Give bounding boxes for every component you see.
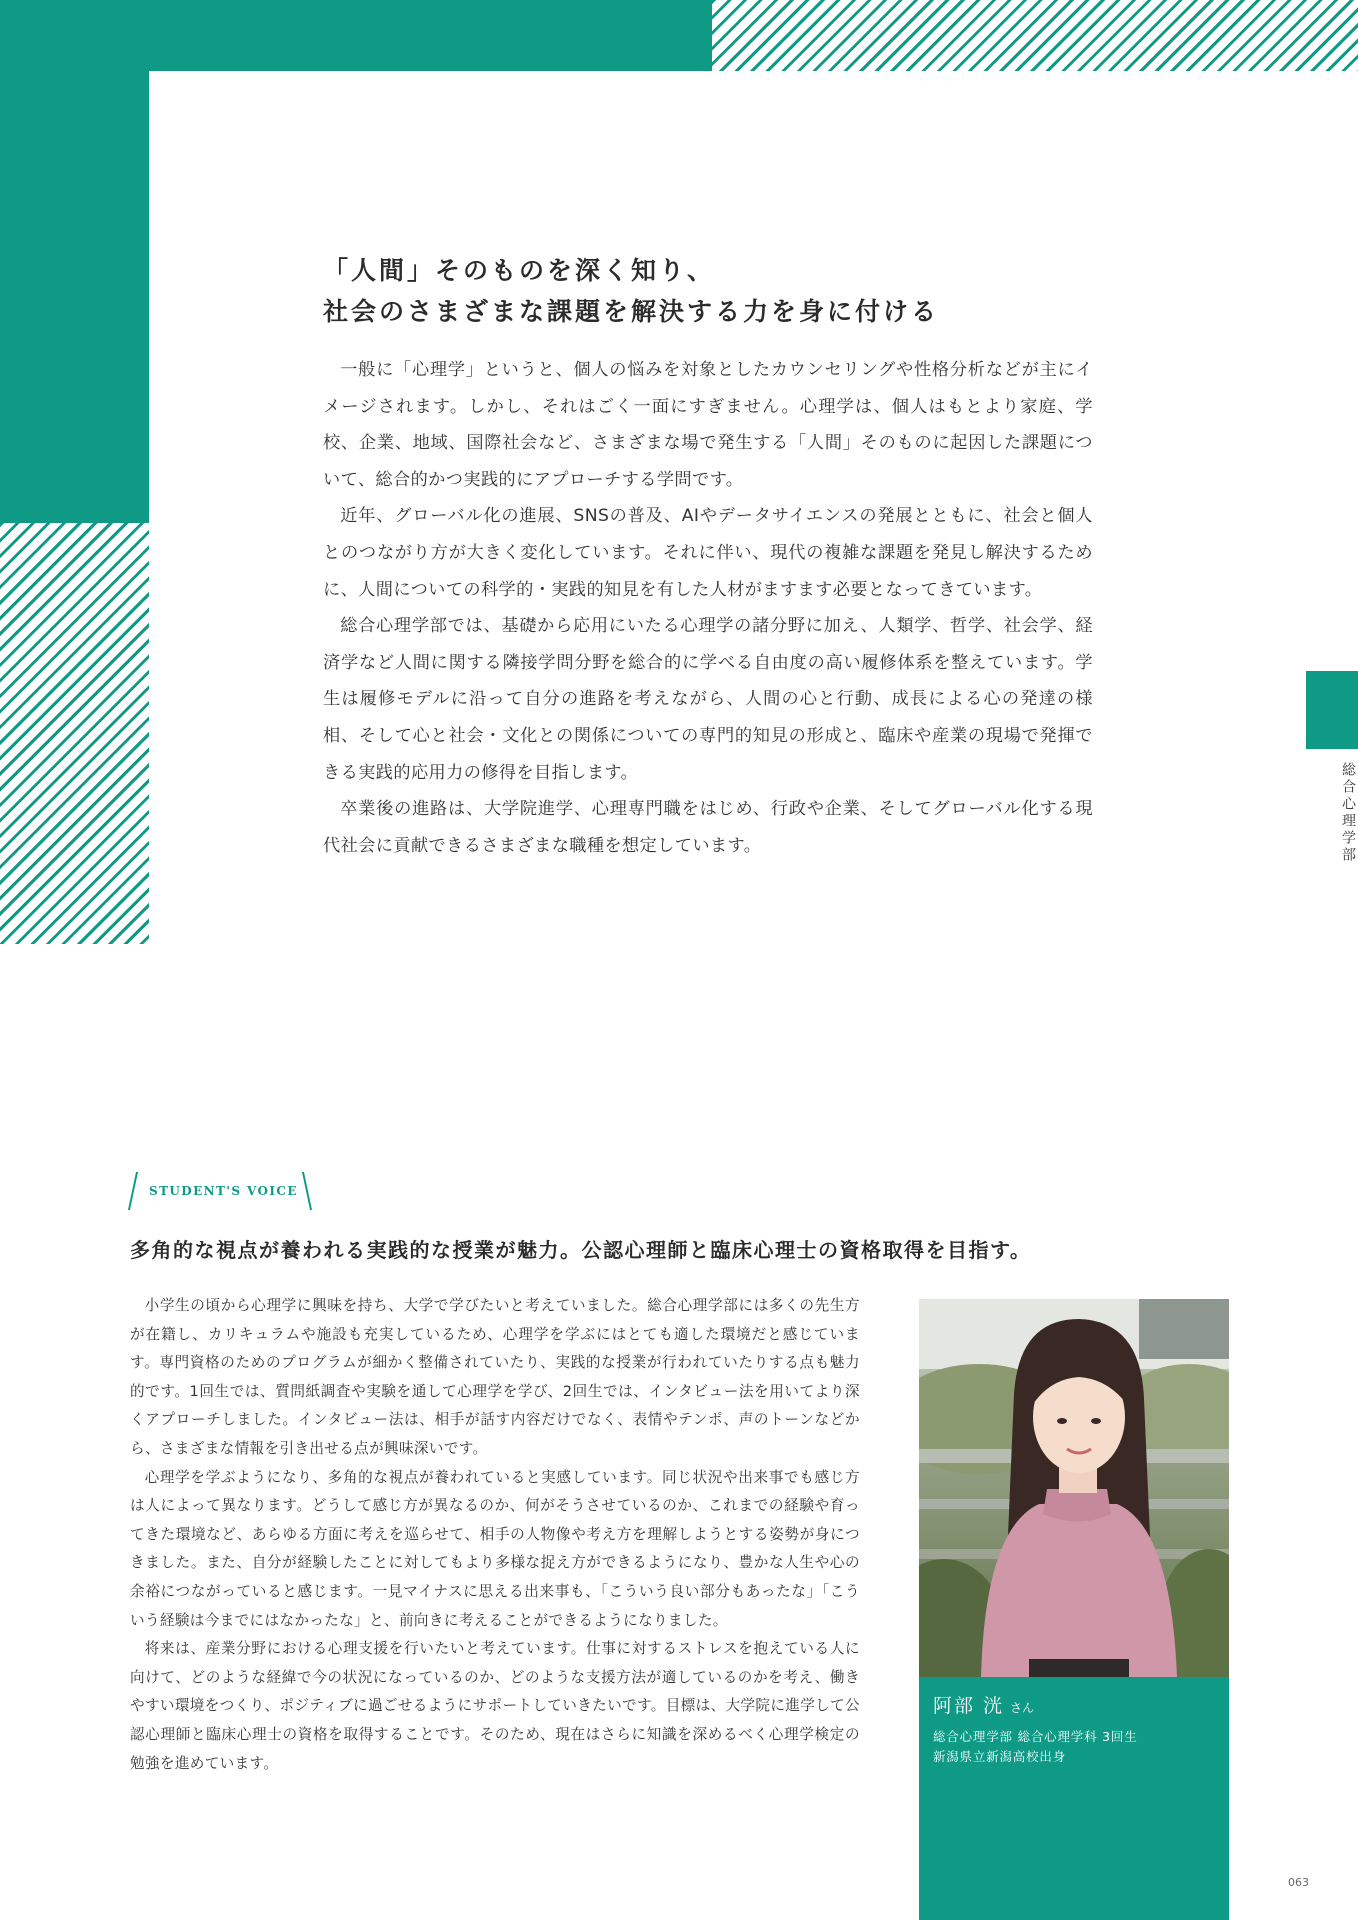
intro-heading-line1: 「人間」そのものを深く知り、 xyxy=(323,256,716,285)
student-name-suffix: さん xyxy=(1010,1701,1035,1715)
student-voice-paragraph: 心理学を学ぶようになり、多角的な視点が養われていると実感しています。同じ状況や出来事でも感じ方は人によって異なります。どうして感じ方が異なるのか、何がそうさせているのか、これまでの経験や育ってきた環境など、あらゆる方面に考えを巡らせて、相手の人物像や考え方を理解しようとする姿勢が身につきました。また、自分が経験したことに対してもより多様な捉え方ができるようになり、豊かな人生や心の余裕につながっていると感じます。一見マイナスに思える出来事も、「こういう良い部分もあったな」「こういう経験は今までにはなかったな」と、前向きに考えることができるようになりました。 xyxy=(130,1468,860,1629)
student-voice-body xyxy=(130,1292,860,1778)
student-portrait-photo xyxy=(919,1299,1229,1677)
intro-paragraph: 総合心理学部では、基礎から応用にいたる心理学の諸分野に加え、人類学、哲学、社会学、経済学など人間に関する隣接学問分野を総合的に学べる自由度の高い履修体系を整えています。学生は履修モデルに沿って自分の進路を考えながら、人間の心と行動、成長による心の発達の様相、そして心と社会・文化との関係についての専門的知見の形成と、臨床や産業の現場で発揮できる実践的応用力の修得を目指します。 xyxy=(323,616,1093,783)
slash-right-icon xyxy=(302,1172,312,1210)
intro-paragraph: 卒業後の進路は、大学院進学、心理専門職をはじめ、行政や企業、そしてグローバル化する現代社会に貢献できるさまざまな職種を想定しています。 xyxy=(323,799,1093,856)
left-hatch-pattern xyxy=(0,523,149,944)
students-voice-label-group xyxy=(128,1172,318,1210)
students-voice-label: STUDENT'S VOICE xyxy=(149,1184,298,1198)
student-voice-heading: 多角的な視点が養われる実践的な授業が魅力。公認心理師と臨床心理士の資格取得を目指す。 xyxy=(130,1238,1032,1262)
intro-heading xyxy=(323,250,1123,332)
student-origin: 新潟県立新潟高校出身 xyxy=(933,1749,1067,1764)
student-name-row xyxy=(933,1691,1034,1718)
page-number: 063 xyxy=(1288,1876,1309,1889)
portrait-illustration xyxy=(919,1299,1229,1677)
intro-paragraph: 近年、グローバル化の進展、SNSの普及、AIやデータサイエンスの発展とともに、社会と個人とのつながり方が大きく変化しています。それに伴い、現代の複雑な課題を発見し解決するために、人間についての科学的・実践的知見を有した人材がますます必要となってきています。 xyxy=(323,506,1093,600)
slash-left-icon xyxy=(128,1172,138,1210)
intro-paragraph: 一般に「心理学」というと、個人の悩みを対象としたカウンセリングや性格分析などが主にイメージされます。しかし、それはごく一面にすぎません。心理学は、個人はもとより家庭、学校、企業、地域、国際社会など、さまざまな場で発生する「人間」そのものに起因した課題について、総合的かつ実践的にアプローチする学問です。 xyxy=(323,360,1093,490)
top-right-hatch-pattern xyxy=(712,0,1358,71)
section-index-tab xyxy=(1306,671,1358,749)
intro-heading-line2: 社会のさまざまな課題を解決する力を身に付ける xyxy=(323,297,940,326)
student-voice-paragraph: 将来は、産業分野における心理支援を行いたいと考えています。仕事に対するストレスを抱えている人に向けて、どのような経緯で今の状況になっているのか、どのような支援方法が適しているのかを考え、働きやすい環境をつくり、ポジティブに過ごせるようにサポートしていきたいです。目標は、大学院に進学して公認心理師と臨床心理士の資格を取得することです。そのため、現在はさらに知識を深めるべく心理学検定の勉強を進めています。 xyxy=(130,1640,860,1772)
student-name: 阿部 洸 xyxy=(933,1695,1005,1717)
student-department: 総合心理学部 総合心理学科 3回生 xyxy=(933,1729,1138,1744)
student-voice-paragraph: 小学生の頃から心理学に興味を持ち、大学で学びたいと考えていました。総合心理学部には多くの先生方が在籍し、カリキュラムや施設も充実しているため、心理学を学ぶにはとても適した環境だと感じています。専門資格のためのプログラムが細かく整備されていたり、実践的な授業が行われていたりする点も魅力的です。1回生では、質問紙調査や実験を通して心理学を学び、2回生では、インタビュー法を用いてより深くアプローチしました。インタビュー法は、相手が話す内容だけでなく、表情やテンポ、声のトーンなどから、さまざまな情報を引き出せる点が興味深いです。 xyxy=(130,1297,860,1457)
student-profile-box xyxy=(919,1677,1229,1920)
intro-body xyxy=(323,352,1093,864)
section-index-label: 総合心理学部 xyxy=(1340,762,1356,864)
